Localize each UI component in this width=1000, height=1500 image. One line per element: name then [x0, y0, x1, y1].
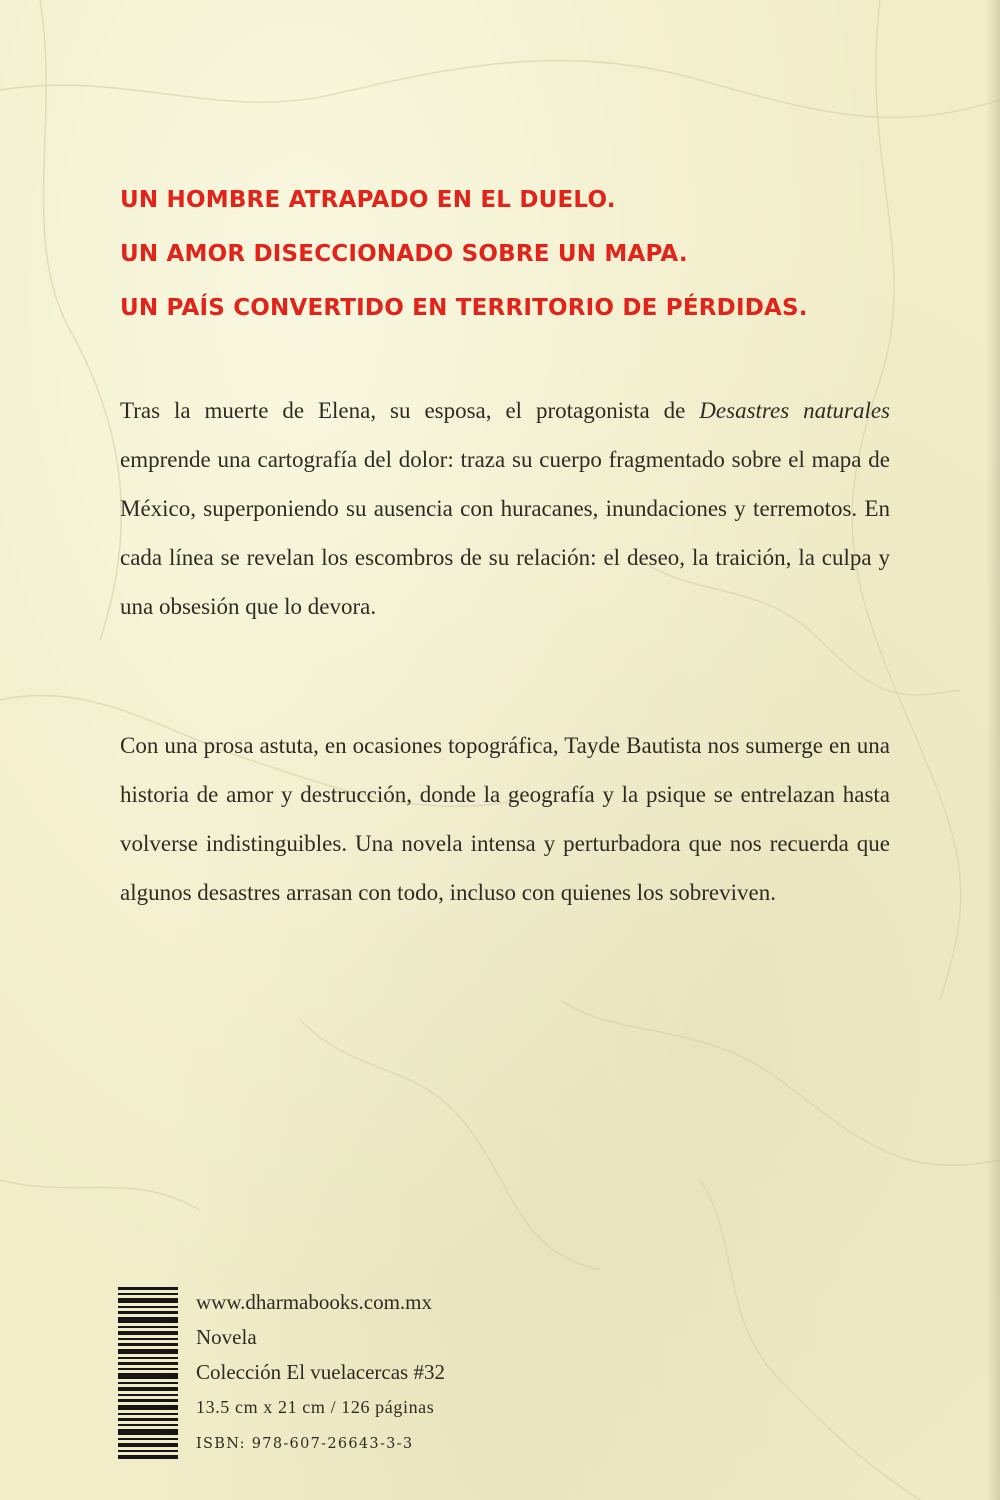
headline-2: UN AMOR DISECCIONADO SOBRE UN MAPA.: [120, 241, 688, 267]
collection-label: Colección El vuelacercas #32: [196, 1360, 445, 1384]
page-edge-shadow: [986, 0, 1000, 1500]
publication-info: [196, 1285, 696, 1459]
book-title-italic: Desastres naturales: [699, 398, 890, 423]
headline-1: UN HOMBRE ATRAPADO EN EL DUELO.: [120, 187, 616, 213]
format-label: 13.5 cm x 21 cm / 126 páginas: [196, 1397, 435, 1417]
synopsis-p1-start: Tras la muerte de Elena, su esposa, el protagonista de: [120, 398, 700, 423]
synopsis-paragraph-1: [120, 386, 890, 631]
synopsis-paragraph-2: Con una prosa astuta, en ocasiones topográfica, Tayde Bautista nos sumerge en una historia de amor y destrucción, donde la geografía y la psique se entrelazan hasta volverse indistinguibles. Una novela intensa y perturbadora que nos recuerda que algunos desastres arrasan con todo, incluso con quienes los sobreviven.: [120, 733, 890, 905]
headline-3: UN PAÍS CONVERTIDO EN TERRITORIO DE PÉRDIDAS.: [120, 295, 808, 321]
barcode-icon: [118, 1287, 178, 1459]
isbn-label: ISBN: 978-607-26643-3-3: [196, 1436, 414, 1452]
publisher-website-link: www.dharmabooks.com.mx: [196, 1290, 433, 1314]
headline-block: [120, 186, 900, 348]
genre-label: Novela: [196, 1325, 257, 1349]
synopsis-p1-end: emprende una cartografía del dolor: traza su cuerpo fragmentado sobre el mapa de México, superponiendo su ausencia con huracanes, inundaciones y terremotos. En cada línea se revelan los escombros de su relación: el deseo, la traición, la culpa y una obsesión que lo devora.: [120, 447, 890, 619]
